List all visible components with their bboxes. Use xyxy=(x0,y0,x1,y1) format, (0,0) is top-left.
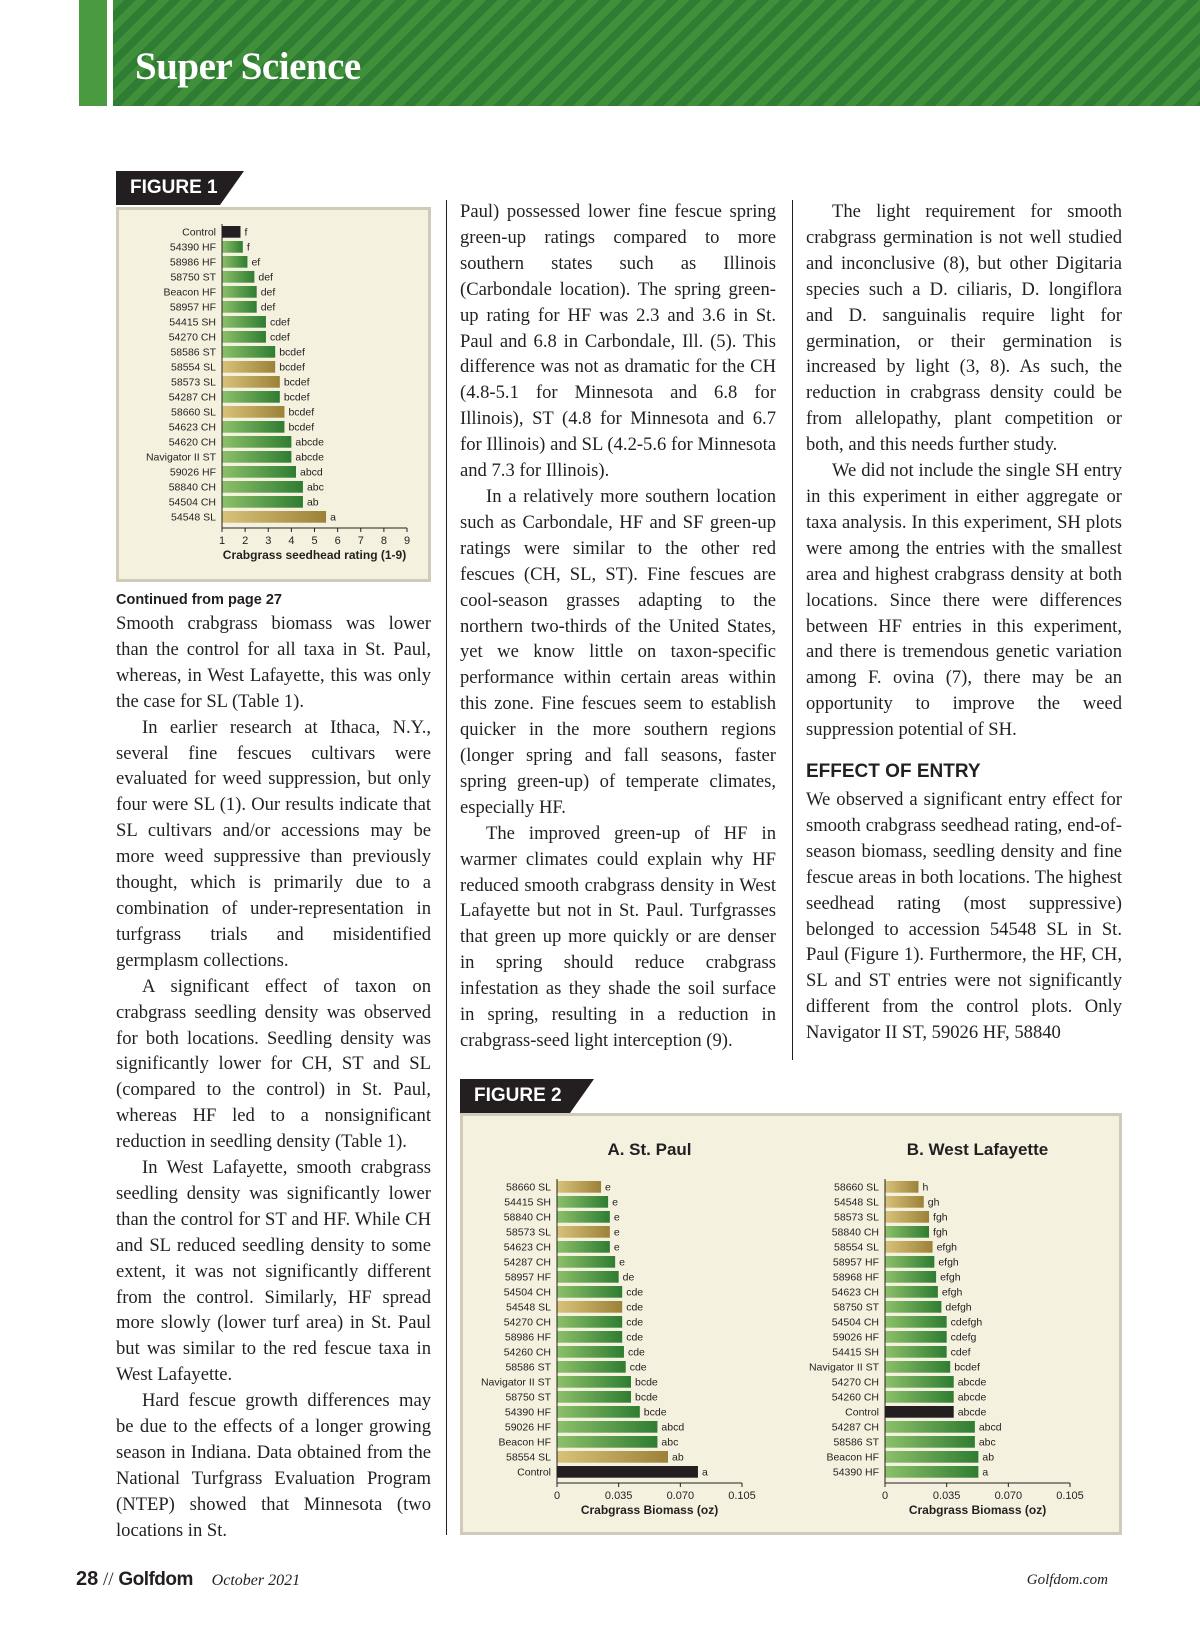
category-label: 54415 SH xyxy=(504,1196,551,1209)
category-label: 59026 HF xyxy=(169,466,216,479)
significance-letter: bcdef xyxy=(283,376,310,389)
significance-letter: e xyxy=(613,1211,620,1224)
significance-letter: cde xyxy=(627,1346,645,1359)
page-number: 28 xyxy=(76,1568,99,1590)
bar xyxy=(885,1376,954,1388)
bar xyxy=(885,1301,941,1313)
category-label: 54623 CH xyxy=(168,421,216,434)
bar xyxy=(557,1181,601,1193)
significance-letter: cdef xyxy=(950,1346,971,1359)
chart-title: A. St. Paul xyxy=(607,1140,692,1159)
column-rule-1 xyxy=(446,200,447,1535)
bar xyxy=(557,1196,608,1208)
category-label: 58986 HF xyxy=(169,256,216,269)
category-label: 58660 SL xyxy=(171,406,216,419)
significance-letter: a xyxy=(330,511,336,524)
category-label: 54287 CH xyxy=(503,1256,551,1269)
column-1 xyxy=(116,589,431,1544)
x-tick-label: 2 xyxy=(242,535,249,547)
effect-of-entry-heading: EFFECT OF ENTRY xyxy=(806,761,981,783)
bar xyxy=(885,1181,918,1193)
bar xyxy=(885,1391,954,1403)
bar xyxy=(557,1271,619,1283)
category-label: 54620 CH xyxy=(168,436,216,449)
significance-letter: abcde xyxy=(295,436,324,449)
significance-letter: efgh xyxy=(941,1286,963,1299)
category-label: 58660 SL xyxy=(834,1181,879,1194)
category-label: Navigator II ST xyxy=(145,451,216,464)
category-label: Navigator II ST xyxy=(480,1376,551,1389)
category-label: Beacon HF xyxy=(163,286,216,299)
x-tick-label: 8 xyxy=(380,535,387,547)
significance-letter: def xyxy=(260,301,276,314)
category-label: 54260 CH xyxy=(831,1391,879,1404)
category-label: Control xyxy=(517,1466,551,1479)
x-tick-label: 0.070 xyxy=(666,1490,695,1502)
significance-letter: bcde xyxy=(643,1406,667,1419)
bar xyxy=(222,421,284,433)
significance-letter: f xyxy=(244,226,248,239)
bar xyxy=(885,1271,936,1283)
significance-letter: ab xyxy=(306,496,319,509)
category-label: 58957 HF xyxy=(169,301,216,314)
category-label: 58573 SL xyxy=(506,1226,551,1239)
significance-letter: ab xyxy=(982,1451,995,1464)
continued-from-kicker: Continued from page 27 xyxy=(116,592,282,608)
x-tick-label: 3 xyxy=(265,535,272,547)
bar xyxy=(222,496,303,508)
bar xyxy=(557,1376,631,1388)
category-label: 58573 SL xyxy=(171,376,216,389)
significance-letter: cdefg xyxy=(950,1331,977,1344)
bar xyxy=(557,1436,657,1448)
bar xyxy=(885,1346,947,1358)
footer-site: Golfdom.com xyxy=(1026,1572,1108,1588)
category-label: Control xyxy=(845,1406,879,1419)
bar xyxy=(885,1421,975,1433)
category-label: 58968 HF xyxy=(832,1271,879,1284)
category-label: 58586 ST xyxy=(170,346,216,359)
category-label: 58750 ST xyxy=(505,1391,551,1404)
category-label: 58750 ST xyxy=(833,1301,879,1314)
bar xyxy=(557,1451,668,1463)
bar xyxy=(885,1286,938,1298)
x-axis-title: Crabgrass seedhead rating (1-9) xyxy=(222,548,407,562)
significance-letter: abcde xyxy=(957,1376,987,1389)
category-label: Beacon HF xyxy=(826,1451,879,1464)
header-gap xyxy=(107,0,113,106)
bar xyxy=(557,1211,610,1223)
figure2-chart xyxy=(463,1116,1119,1532)
category-label: Navigator II ST xyxy=(808,1361,879,1374)
significance-letter: abcd xyxy=(661,1421,685,1434)
x-tick-label: 0 xyxy=(553,1490,561,1502)
category-label: 58750 ST xyxy=(170,271,216,284)
category-label: 58586 ST xyxy=(833,1436,879,1449)
bar xyxy=(222,406,284,418)
significance-letter: cdef xyxy=(269,331,290,344)
category-label: 58586 ST xyxy=(505,1361,551,1374)
bar xyxy=(222,286,257,298)
significance-letter: gh xyxy=(927,1196,940,1209)
x-tick-label: 0 xyxy=(881,1490,889,1502)
bar xyxy=(557,1466,698,1478)
bar xyxy=(222,376,280,388)
col3-paragraph-3: We observed a significant entry effect for smooth crabgrass seedhead rating, end-of-season biomass, seedling density and fine fescue areas in both locations. The highest seedhead rating (most suppressive) belonged to accession 54548 SL in St. Paul (Figure 1). Furthermore, the HF, CH, SL and ST entries were not significantly different from the control plots. Only Navigator II ST, 59026 HF, 58840 xyxy=(806,789,1122,1044)
category-label: 54390 HF xyxy=(832,1466,879,1479)
x-axis-title: Crabgrass Biomass (oz) xyxy=(580,1503,719,1517)
bar xyxy=(222,271,254,283)
significance-letter: efgh xyxy=(936,1241,958,1254)
figure1-tag: FIGURE 1 xyxy=(116,171,220,205)
bar xyxy=(885,1196,924,1208)
column-rule-2 xyxy=(792,200,793,1060)
significance-letter: h xyxy=(922,1181,929,1194)
bar xyxy=(557,1226,610,1238)
col1-paragraph-1: Smooth crabgrass biomass was lower than the control for all taxa in St. Paul, whereas, in West Lafayette, this was only the case for SL (Table 1). xyxy=(116,613,431,712)
significance-letter: e xyxy=(619,1256,625,1269)
significance-letter: fgh xyxy=(933,1226,948,1239)
category-label: 54270 CH xyxy=(503,1316,551,1329)
category-label: 58660 SL xyxy=(506,1181,551,1194)
chart-title: B. West Lafayette xyxy=(906,1140,1049,1159)
footer-date: October 2021 xyxy=(211,1572,301,1589)
significance-letter: bcdef xyxy=(288,406,315,419)
col1-paragraph-2: In earlier research at Ithaca, N.Y., several fine fescues cultivars were evaluated for weed suppression, but only four were SL (1). Our results indicate that SL cultivars and/or accessions may be more weed suppressive than previously thought, which is primarily due to a combination of under-representation in turfgrass trials and misidentified germplasm collections. xyxy=(116,716,431,971)
bar xyxy=(557,1421,657,1433)
bar xyxy=(557,1346,624,1358)
x-tick-label: 6 xyxy=(334,535,341,547)
category-label: 54270 CH xyxy=(168,331,216,344)
significance-letter: a xyxy=(982,1466,989,1479)
x-tick-label: 5 xyxy=(311,535,318,547)
bar xyxy=(885,1331,947,1343)
x-axis-title: Crabgrass Biomass (oz) xyxy=(908,1503,1047,1517)
significance-letter: f xyxy=(246,241,250,254)
category-label: 54548 SL xyxy=(506,1301,551,1314)
bar xyxy=(557,1286,622,1298)
significance-letter: cdef xyxy=(269,316,290,329)
category-label: 58986 HF xyxy=(504,1331,551,1344)
significance-letter: a xyxy=(701,1466,708,1479)
bar xyxy=(222,451,291,463)
figure2-tag: FIGURE 2 xyxy=(460,1079,570,1113)
category-label: 58957 HF xyxy=(832,1256,879,1269)
bar xyxy=(557,1391,631,1403)
col1-paragraph-4: In West Lafayette, smooth crabgrass seedling density was significantly lower than the control for ST and HF. While CH and SL reduced seedling density to some extent, it was not significantly different from the control. Similarly, HF spread more slowly (lower turf area) in St. Paul but was similar to the red fescue taxa in West Lafayette. xyxy=(116,1157,431,1386)
significance-letter: abcd xyxy=(978,1421,1002,1434)
col3-paragraph-2: We did not include the single SH entry in this experiment in either aggregate or taxa analysis. In this experiment, SH plots were among the entries with the smallest area and highest crabgrass density at both locations. Since there were differences between HF entries in this experiment, and there is tremendous genetic variation among F. ovina (7), there may be an opportunity to improve the weed suppression potential of SH. xyxy=(806,460,1122,741)
bar xyxy=(885,1406,954,1418)
col2-paragraph-1: Paul) possessed lower fine fescue spring green-up ratings compared to more southern states such as Illinois (Carbondale location). The spring green-up rating for HF was 2.3 and 3.6 in St. Paul and 6.8 in Carbondale, Ill. (5). This difference was not as dramatic for the CH (4.8-5.1 for Minnesota and 6.8 for Illinois), ST (4.8 for Minnesota and 6.7 for Illinois) and SL (4.2-5.6 for Minnesota and 7.3 for Illinois). xyxy=(460,201,776,482)
col1-paragraph-3: A significant effect of taxon on crabgrass seedling density was observed for both locations. Seedling density was significantly lower for CH, ST and SL (compared to the control) in St. Paul, whereas HF led to a nonsignificant reduction in seedling density (Table 1). xyxy=(116,975,431,1153)
bar xyxy=(885,1466,978,1478)
figure2-panel xyxy=(460,1113,1122,1535)
significance-letter: abc xyxy=(661,1436,679,1449)
significance-letter: e xyxy=(613,1241,620,1254)
significance-letter: ef xyxy=(251,256,261,269)
category-label: Beacon HF xyxy=(498,1436,551,1449)
category-label: 54260 CH xyxy=(503,1346,551,1359)
bar xyxy=(885,1256,934,1268)
col1-paragraph-5: Hard fescue growth differences may be due to the effects of a longer growing season in Indiana. Data obtained from the National Turfgrass Evaluation Program (NTEP) showed that Minnesota (two locations in St. xyxy=(116,1390,431,1541)
category-label: 58573 SL xyxy=(834,1211,879,1224)
bar xyxy=(557,1361,626,1373)
significance-letter: de xyxy=(622,1271,635,1284)
x-tick-label: 0.070 xyxy=(994,1490,1023,1502)
footer-left xyxy=(76,1568,300,1591)
footer-brand: Golfdom xyxy=(118,1569,193,1590)
category-label: 58957 HF xyxy=(504,1271,551,1284)
category-label: 58840 CH xyxy=(831,1226,879,1239)
significance-letter: e xyxy=(605,1181,611,1194)
column-2 xyxy=(460,199,776,1054)
category-label: 54548 SL xyxy=(171,511,216,524)
category-label: 58840 CH xyxy=(168,481,216,494)
category-label: 58554 SL xyxy=(171,361,216,374)
bar xyxy=(222,511,326,523)
bar xyxy=(222,331,266,343)
bar xyxy=(222,391,280,403)
category-label: 54623 CH xyxy=(503,1241,551,1254)
x-tick-label: 1 xyxy=(218,535,226,547)
category-label: 54415 SH xyxy=(169,316,216,329)
category-label: Control xyxy=(182,226,216,239)
x-tick-label: 0.035 xyxy=(604,1490,633,1502)
category-label: 54504 CH xyxy=(503,1286,551,1299)
significance-letter: cde xyxy=(626,1331,644,1344)
bar xyxy=(222,481,303,493)
significance-letter: abc xyxy=(306,481,324,494)
bar xyxy=(885,1241,933,1253)
section-title: Super Science xyxy=(135,45,361,88)
significance-letter: abcde xyxy=(295,451,324,464)
significance-letter: e xyxy=(612,1196,618,1209)
bar xyxy=(885,1361,950,1373)
x-tick-label: 9 xyxy=(403,535,411,547)
significance-letter: abcde xyxy=(957,1391,987,1404)
bar xyxy=(557,1406,640,1418)
category-label: 59026 HF xyxy=(832,1331,879,1344)
significance-letter: bcdef xyxy=(279,361,305,374)
bar xyxy=(222,361,275,373)
significance-letter: bcdef xyxy=(279,346,305,359)
figure1-chart xyxy=(119,210,428,579)
column-3 xyxy=(806,199,1122,1046)
category-label: 58840 CH xyxy=(503,1211,551,1224)
bar xyxy=(885,1226,929,1238)
category-label: 54287 CH xyxy=(168,391,216,404)
significance-letter: def xyxy=(258,271,273,284)
category-label: 54504 CH xyxy=(831,1316,879,1329)
category-label: 54548 SL xyxy=(834,1196,879,1209)
significance-letter: e xyxy=(613,1226,620,1239)
footer-separator: // xyxy=(103,1569,114,1590)
category-label: 58554 SL xyxy=(506,1451,551,1464)
significance-letter: cde xyxy=(626,1286,644,1299)
bar xyxy=(557,1316,622,1328)
bar xyxy=(222,241,243,253)
bar xyxy=(222,226,241,238)
significance-letter: efgh xyxy=(940,1271,961,1284)
significance-letter: bcdef xyxy=(283,391,310,404)
col2-paragraph-3: The improved green-up of HF in warmer climates could explain why HF reduced smooth crabgrass density in West Lafayette but not in St. Paul. Turfgrasses that green up more quickly or are denser in spring should reduce crabgrass infestation as they shade the soil surface in spring, resulting in a reduction in crabgrass-seed light interception (9). xyxy=(460,822,776,1051)
bar xyxy=(222,256,247,268)
x-tick-label: 7 xyxy=(357,535,364,547)
significance-letter: ab xyxy=(672,1451,684,1464)
significance-letter: bcdef xyxy=(954,1361,980,1374)
significance-letter: defgh xyxy=(945,1301,972,1314)
bar xyxy=(885,1436,975,1448)
significance-letter: cde xyxy=(626,1301,644,1314)
bar xyxy=(557,1256,615,1268)
category-label: 54390 HF xyxy=(169,241,216,254)
bar xyxy=(222,301,257,313)
significance-letter: abcde xyxy=(957,1406,987,1419)
x-tick-label: 4 xyxy=(288,535,295,547)
bar xyxy=(885,1211,929,1223)
bar xyxy=(557,1331,622,1343)
significance-letter: fgh xyxy=(933,1211,948,1224)
bar xyxy=(885,1451,978,1463)
category-label: 59026 HF xyxy=(504,1421,551,1434)
significance-letter: efgh xyxy=(938,1256,959,1269)
header-accent-stripe xyxy=(79,0,107,106)
bar xyxy=(222,316,266,328)
x-tick-label: 0.035 xyxy=(932,1490,961,1502)
bar xyxy=(222,436,291,448)
bar xyxy=(557,1301,622,1313)
significance-letter: cde xyxy=(629,1361,647,1374)
x-tick-label: 0.105 xyxy=(1056,1490,1084,1502)
category-label: 54287 CH xyxy=(831,1421,879,1434)
significance-letter: abcd xyxy=(300,466,323,479)
significance-letter: cdefgh xyxy=(950,1316,983,1329)
bar xyxy=(222,466,296,478)
significance-letter: cde xyxy=(626,1316,644,1329)
category-label: 54390 HF xyxy=(504,1406,551,1419)
col3-paragraph-1: The light requirement for smooth crabgrass germination is not well studied and inconclusive (8), but other Digitaria species such a D. ciliaris, D. longiflora and D. sanguinalis require light for germination, or their germination is increased by light (3, 8). As such, the reduction in crabgrass density could be from allelopathy, plant competition or both, and this needs further study. xyxy=(806,201,1122,456)
significance-letter: abc xyxy=(978,1436,996,1449)
significance-letter: def xyxy=(260,286,276,299)
significance-letter: bcdef xyxy=(288,421,315,434)
category-label: 54415 SH xyxy=(832,1346,879,1359)
significance-letter: bcde xyxy=(635,1391,658,1404)
bar xyxy=(222,346,275,358)
bar xyxy=(557,1241,610,1253)
category-label: 54270 CH xyxy=(831,1376,879,1389)
x-tick-label: 0.105 xyxy=(728,1490,756,1502)
category-label: 58554 SL xyxy=(834,1241,879,1254)
figure1-panel xyxy=(116,207,431,582)
col2-paragraph-2: In a relatively more southern location such as Carbondale, HF and SF green-up ratings were similar to the other red fescues (CH, SL, ST). Fine fescues are cool-season grasses adapting to the northern two-thirds of the United States, yet we know little on taxon-specific performance within certain areas within this zone. Fine fescues seem to establish quicker in the more southern regions (longer spring and fall seasons, faster spring green-up) of temperate climates, especially HF. xyxy=(460,485,776,818)
significance-letter: bcde xyxy=(635,1376,658,1389)
bar xyxy=(885,1316,947,1328)
category-label: 54623 CH xyxy=(831,1286,879,1299)
category-label: 54504 CH xyxy=(168,496,216,509)
